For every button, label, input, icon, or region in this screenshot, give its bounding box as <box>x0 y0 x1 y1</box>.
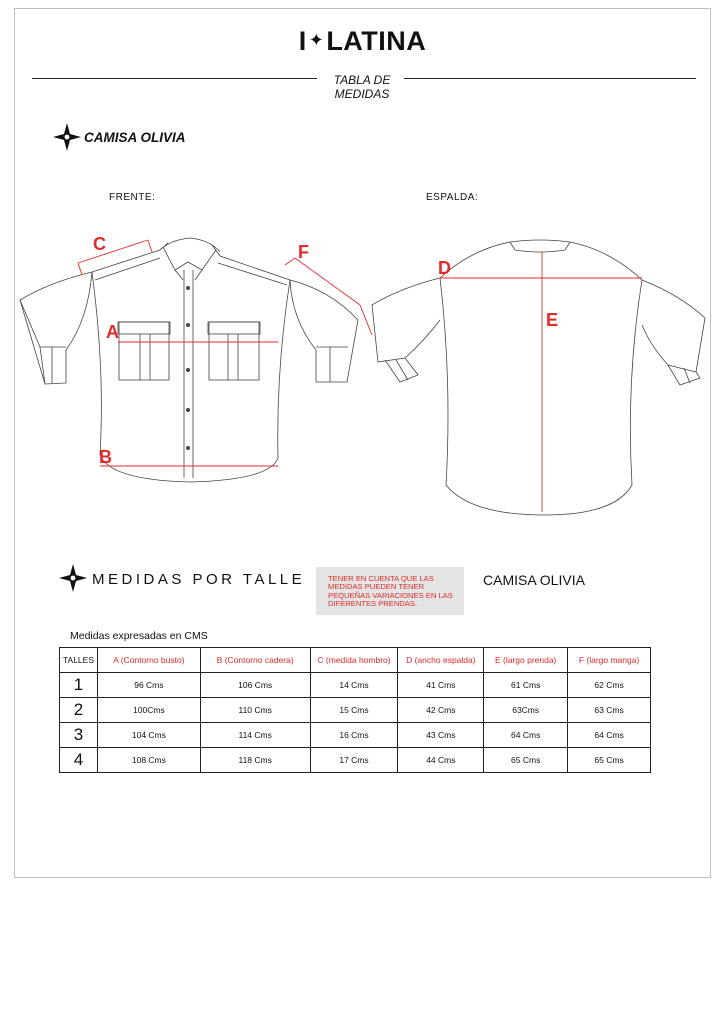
measure-cell: 106 Cms <box>200 673 310 698</box>
measure-cell: 16 Cms <box>310 723 398 748</box>
doc-title-line1: TABLA DE <box>333 73 391 87</box>
header-talles: TALLES <box>60 648 98 673</box>
brand-right: LATINA <box>326 26 427 56</box>
header-a: A (Contorno busto) <box>97 648 200 673</box>
front-shirt-drawing <box>20 238 358 482</box>
header-b: B (Contorno cadera) <box>200 648 310 673</box>
measure-letter-d: D <box>438 258 451 278</box>
table-row <box>60 698 651 723</box>
size-cell: 2 <box>60 698 98 723</box>
measure-cell: 62 Cms <box>568 673 651 698</box>
brand-left: I <box>298 26 307 56</box>
back-view-label: ESPALDA: <box>426 192 479 203</box>
measure-cell: 63 Cms <box>568 698 651 723</box>
measure-letter-b: B <box>99 447 112 467</box>
table-row <box>60 748 651 773</box>
back-measure-lines <box>440 252 642 512</box>
section-star-icon <box>58 563 88 593</box>
header-e: E (largo prenda) <box>484 648 568 673</box>
front-measure-lines <box>78 240 372 466</box>
front-buttons <box>186 286 190 450</box>
measure-cell: 17 Cms <box>310 748 398 773</box>
table-row <box>60 723 651 748</box>
measure-letter-a: A <box>106 322 119 342</box>
measure-letter-e: E <box>546 310 559 330</box>
size-cell: 4 <box>60 748 98 773</box>
variation-note: TENER EN CUENTA QUE LAS MEDIDAS PUEDEN TENER PEQUEÑAS VARIACIONES EN LAS DIFERENTES PRENDAS. <box>316 567 464 615</box>
header-f: F (largo manga) <box>568 648 651 673</box>
measure-cell: 63Cms <box>484 698 568 723</box>
measure-cell: 64 Cms <box>568 723 651 748</box>
measure-cell: 65 Cms <box>484 748 568 773</box>
measure-cell: 96 Cms <box>97 673 200 698</box>
doc-title-line2: MEDIDAS <box>334 87 390 101</box>
measure-cell: 100Cms <box>97 698 200 723</box>
measure-cell: 118 Cms <box>200 748 310 773</box>
back-shirt-drawing <box>372 240 705 515</box>
measure-cell: 114 Cms <box>200 723 310 748</box>
measure-cell: 44 Cms <box>398 748 484 773</box>
measure-cell: 43 Cms <box>398 723 484 748</box>
size-table <box>59 647 651 773</box>
measure-cell: 14 Cms <box>310 673 398 698</box>
measure-cell: 64 Cms <box>484 723 568 748</box>
measure-cell: 108 Cms <box>97 748 200 773</box>
measure-cell: 110 Cms <box>200 698 310 723</box>
front-view-label: FRENTE: <box>109 192 156 203</box>
measure-cell: 42 Cms <box>398 698 484 723</box>
header-c: C (medida hombro) <box>310 648 398 673</box>
measure-cell: 41 Cms <box>398 673 484 698</box>
size-cell: 3 <box>60 723 98 748</box>
measure-letter-f: F <box>298 242 309 262</box>
table-header-row <box>60 648 651 673</box>
measure-cell: 61 Cms <box>484 673 568 698</box>
product-name: CAMISA OLIVIA <box>84 130 186 145</box>
table-row <box>60 673 651 698</box>
table-caption: Medidas expresadas en CMS <box>70 630 208 642</box>
measure-cell: 15 Cms <box>310 698 398 723</box>
brand-star-icon: ✦ <box>308 30 325 50</box>
measure-letter-c: C <box>93 234 106 254</box>
section-product-name: CAMISA OLIVIA <box>483 572 585 588</box>
header-d: D (ancho espalda) <box>398 648 484 673</box>
measure-cell: 104 Cms <box>97 723 200 748</box>
measure-cell: 65 Cms <box>568 748 651 773</box>
size-cell: 1 <box>60 673 98 698</box>
section-title: MEDIDAS POR TALLE <box>92 571 306 588</box>
